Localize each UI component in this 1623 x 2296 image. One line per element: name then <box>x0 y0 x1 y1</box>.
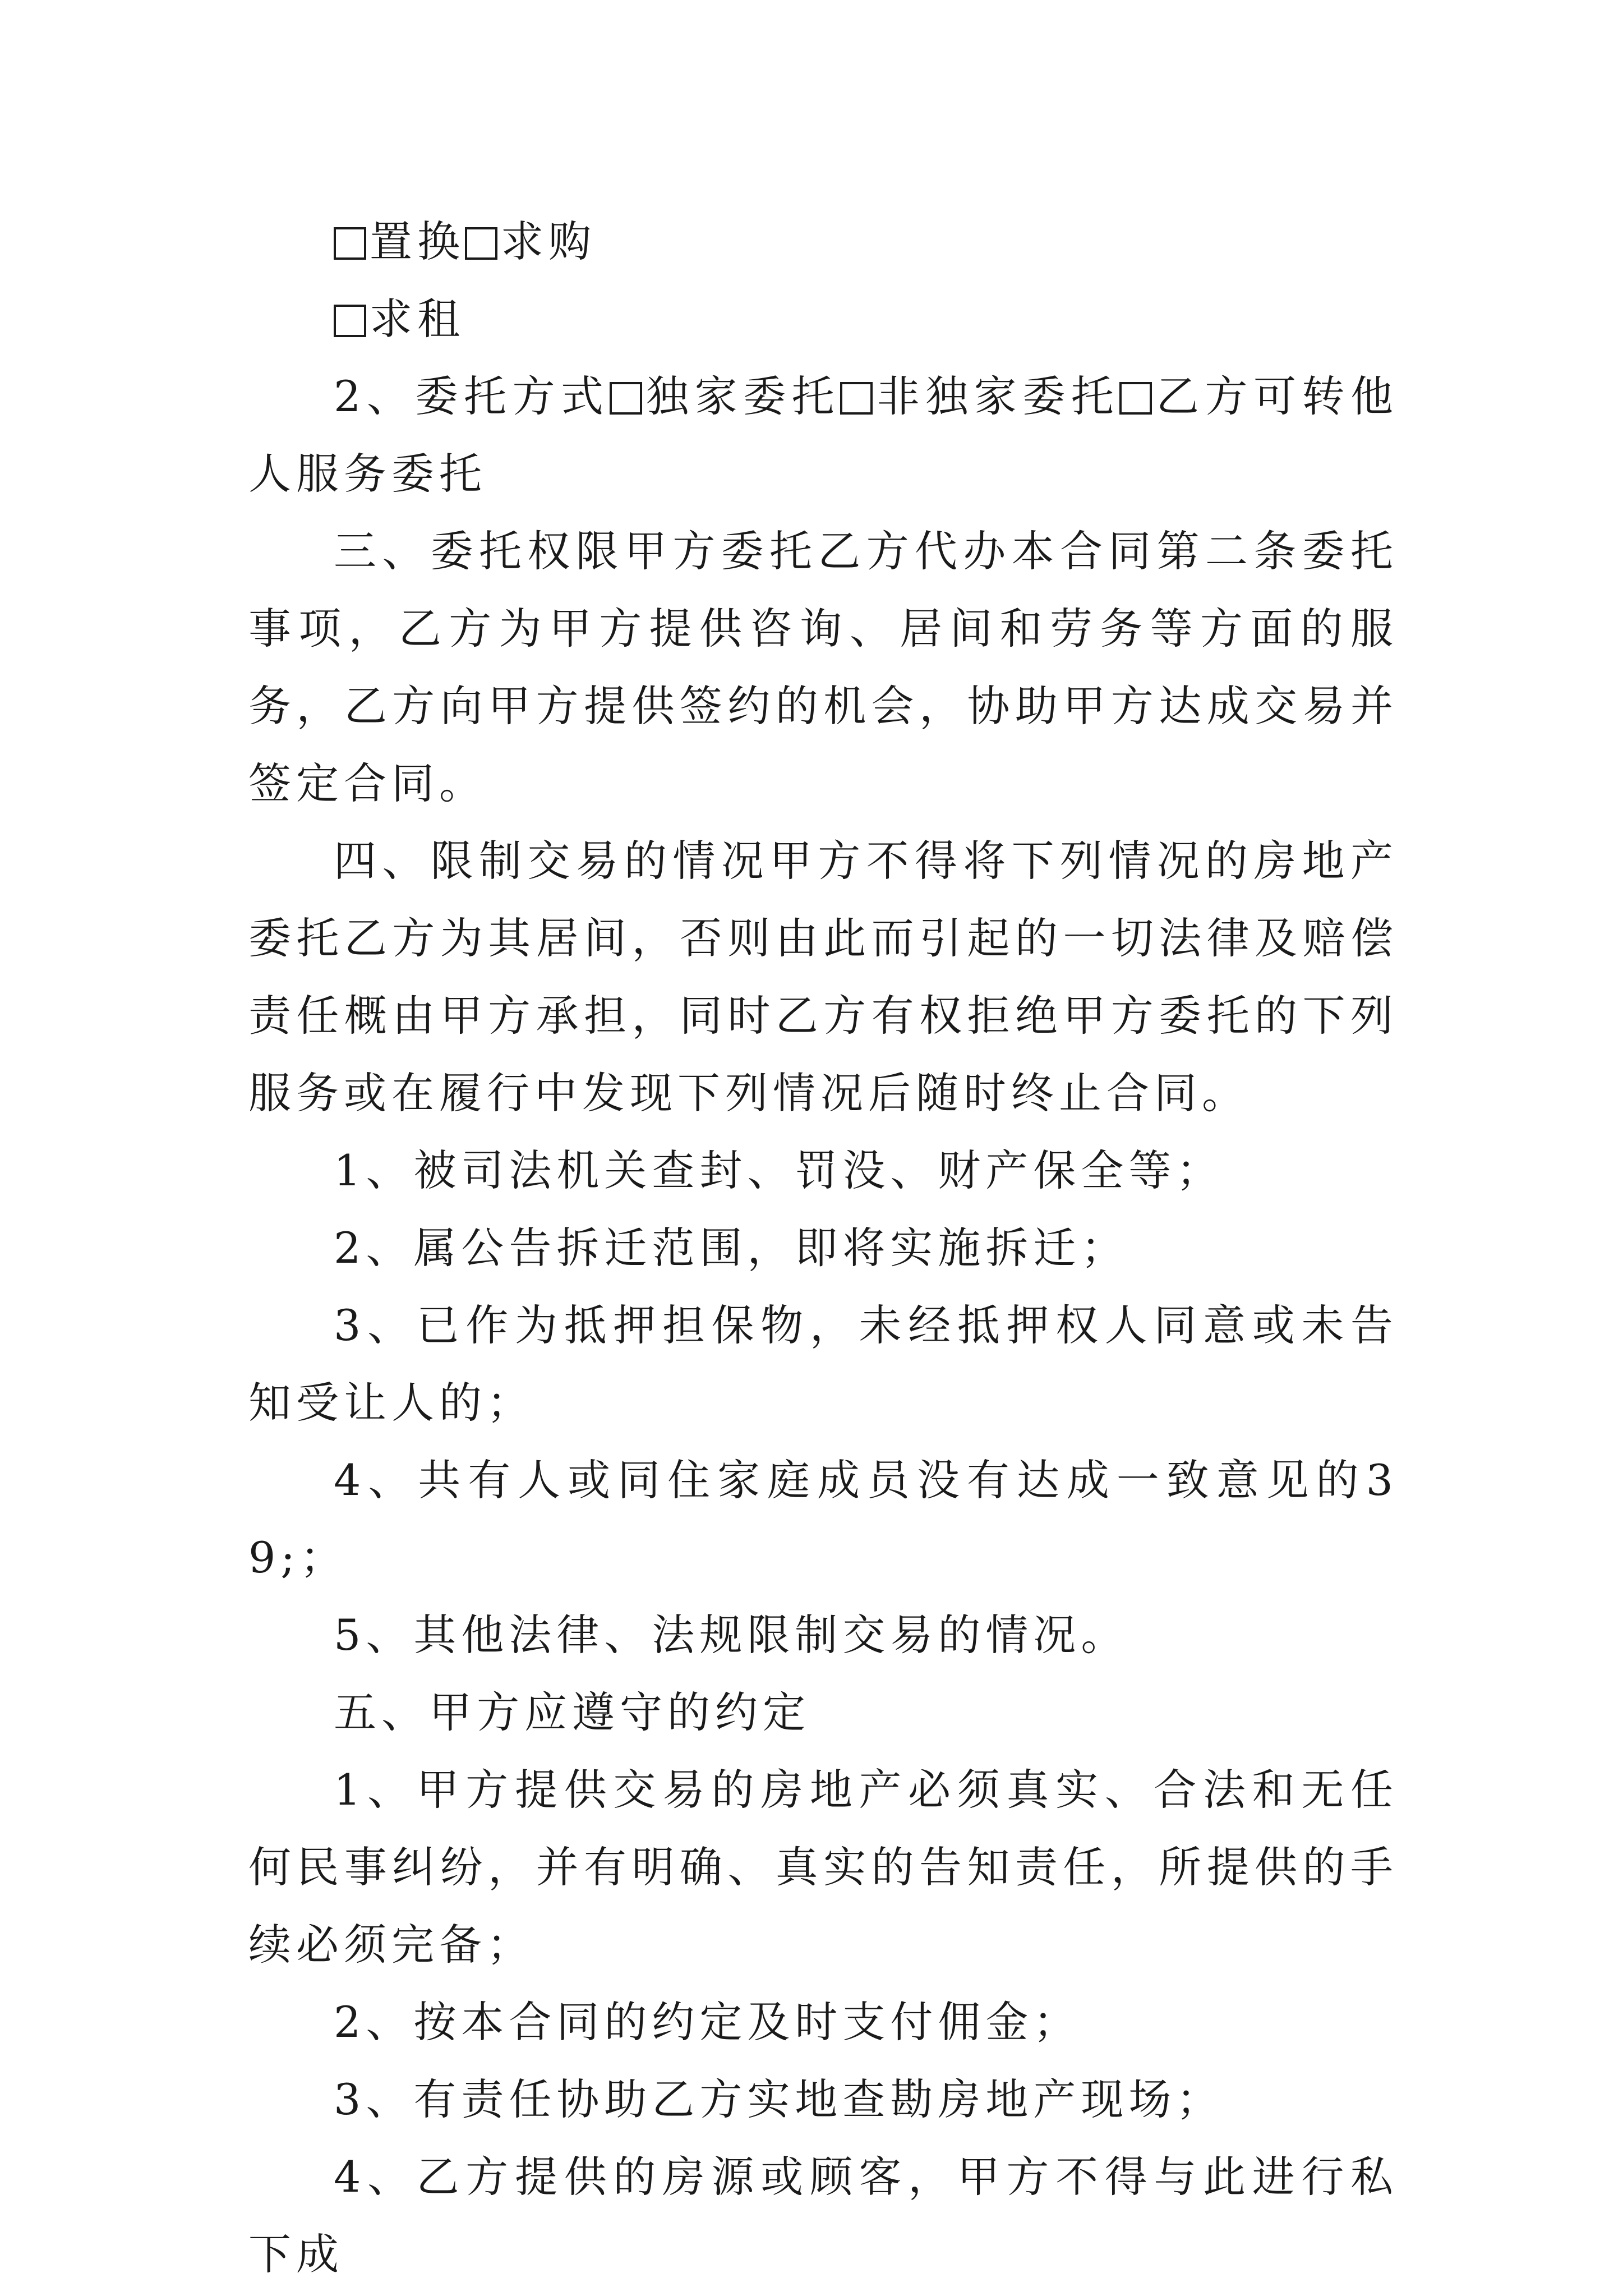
entrust-method-prefix: 2、委托方式 <box>334 371 610 421</box>
checkbox-line-exchange-purchase <box>248 203 1398 280</box>
obligation-item-4: 4、乙方提供的房源或顾客，甲方不得与此进行私下成 <box>248 2152 1398 2279</box>
checkbox-line-rent <box>248 280 1398 358</box>
checkbox-purchase[interactable] <box>465 227 497 260</box>
restriction-item-2: 2、属公告拆迁范围，即将实施拆迁； <box>334 1223 1129 1273</box>
checkbox-label-exchange: 置换 <box>370 217 465 266</box>
checkbox-label-rent: 求租 <box>370 294 465 344</box>
checkbox-exchange[interactable] <box>334 227 366 260</box>
restriction-item-1: 1、被司法机关查封、罚没、财产保全等； <box>334 1145 1224 1195</box>
checkbox-non-exclusive[interactable] <box>840 382 873 415</box>
obligation-item-1: 1、甲方提供交易的房地产必须真实、合法和无任何民事纠纷，并有明确、真实的告知责任，所提供的手续必须完备； <box>248 1765 1398 1970</box>
section-party-a-obligations: 五、甲方应遵守的约定 <box>334 1687 810 1737</box>
checkbox-exclusive[interactable] <box>610 382 642 415</box>
obligation-item-3: 3、有责任协助乙方实地查勘房地产现场； <box>334 2074 1224 2124</box>
restriction-item-3: 3、已作为抵押担保物，未经抵押权人同意或未告知受让人的； <box>248 1300 1398 1428</box>
checkbox-label-purchase: 求购 <box>501 217 596 266</box>
restriction-item-4: 4、共有人或同住家庭成员没有达成一致意见的39;； <box>248 1455 1398 1582</box>
option-transferable: 乙方可转他人服务委托 <box>248 371 1399 499</box>
option-exclusive: 独家委托 <box>645 371 841 421</box>
checkbox-rent[interactable] <box>334 305 366 337</box>
obligation-item-2: 2、按本合同的约定及时支付佣金； <box>334 1997 1081 2047</box>
section-trade-restrictions: 四、限制交易的情况甲方不得将下列情况的房地产委托乙方为其居间，否则由此而引起的一切法律及赔偿责任概由甲方承担，同时乙方有权拒绝甲方委托的下列服务或在履行中发现下列情况后随时终止合同。 <box>248 836 1398 1118</box>
section-entrust-authority: 三、委托权限甲方委托乙方代办本合同第二条委托事项，乙方为甲方提供咨询、居间和劳务等方面的服务，乙方向甲方提供签约的机会，协助甲方达成交易并签定合同。 <box>248 526 1398 808</box>
option-non-exclusive: 非独家委托 <box>876 371 1120 421</box>
entrust-method-paragraph <box>248 358 1398 513</box>
checkbox-transferable[interactable] <box>1119 382 1152 415</box>
contract-body <box>248 203 1398 2293</box>
restriction-item-5: 5、其他法律、法规限制交易的情况。 <box>334 1610 1129 1660</box>
